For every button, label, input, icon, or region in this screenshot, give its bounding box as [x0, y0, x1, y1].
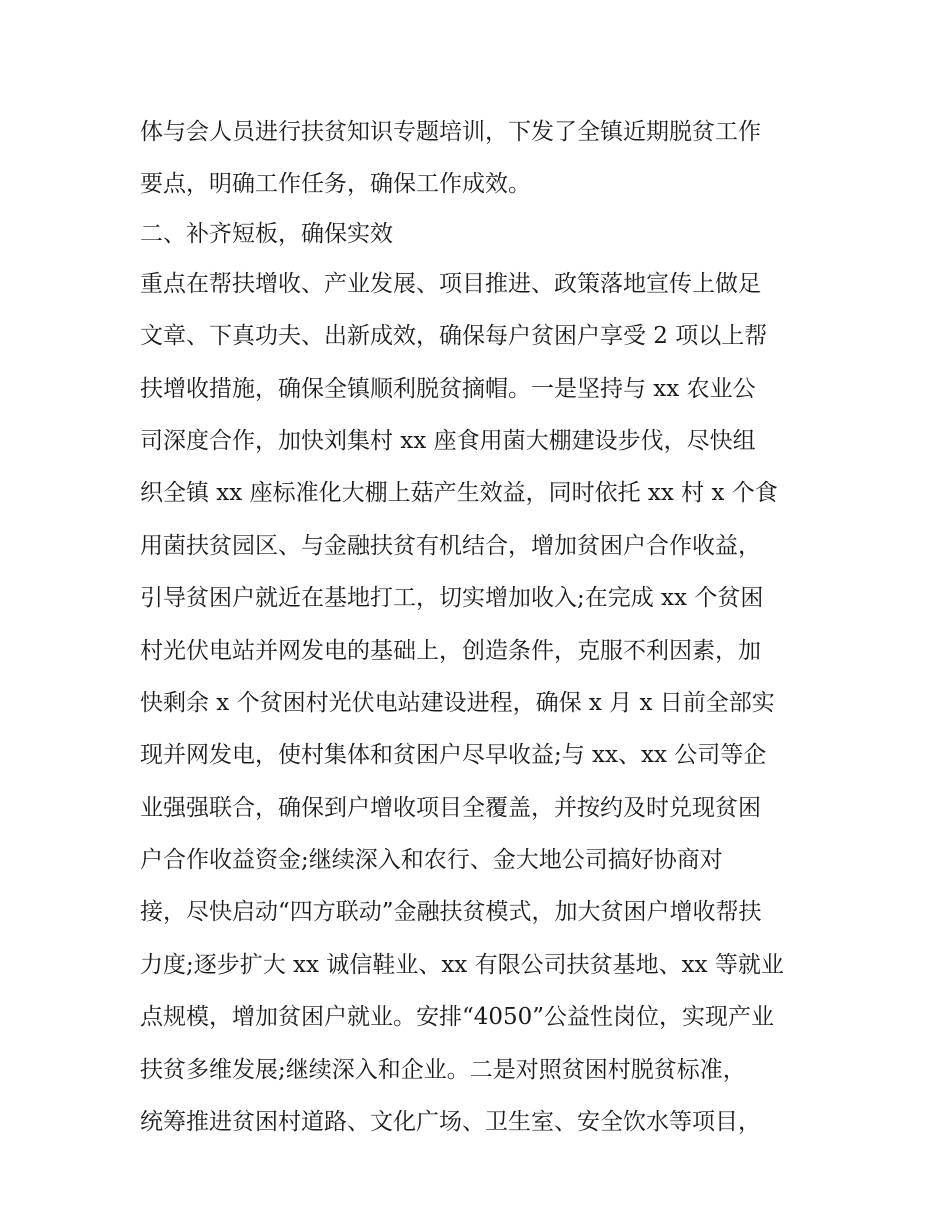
text-line: 户合作收益资金;继续深入和农行、金大地公司搞好协商对: [140, 847, 723, 874]
text-line: 引导贫困户就近在基地打工，切实增加收入;在完成 xx 个贫困: [140, 585, 764, 612]
text-line: 司深度合作，加快刘集村 xx 座食用菌大棚建设步伐，尽快组: [140, 427, 756, 454]
text-line: 重点在帮扶增收、产业发展、项目推进、政策落地宣传上做足: [140, 270, 761, 297]
text-line: 快剩余 x 个贫困村光伏电站建设进程，确保 x 月 x 日前全部实: [140, 689, 775, 716]
text-line: 力度;逐步扩大 xx 诚信鞋业、xx 有限公司扶贫基地、xx 等就业: [140, 951, 784, 978]
text-line: 文章、下真功夫、出新成效，确保每户贫困户享受 2 项以上帮: [140, 323, 768, 350]
section-heading: 二、补齐短板，确保实效: [140, 220, 393, 247]
text-line: 要点，明确工作任务，确保工作成效。: [140, 171, 531, 198]
text-line: 体与会人员进行扶贫知识专题培训，下发了全镇近期脱贫工作: [140, 119, 761, 145]
body-text: [140, 106, 820, 1148]
text-line: 点规模，增加贫困户就业。安排“4050”公益性岗位，实现产业: [140, 1004, 775, 1031]
text-line: 现并网发电，使村集体和贫困户尽早收益;与 xx、xx 公司等企: [140, 742, 767, 769]
text-line: 扶增收措施，确保全镇顺利脱贫摘帽。一是坚持与 xx 农业公: [140, 375, 756, 402]
text-line: 用菌扶贫园区、与金融扶贫有机结合，增加贫困户合作收益，: [140, 532, 761, 559]
text-line: 接，尽快启动“四方联动”金融扶贫模式，加大贫困户增收帮扶: [140, 899, 762, 926]
text-line: 统筹推进贫困村道路、文化广场、卫生室、安全饮水等项目，: [140, 1109, 761, 1136]
text-line: 村光伏电站并网发电的基础上，创造条件，克服不利因素，加: [140, 637, 761, 664]
text-line: 扶贫多维发展;继续深入和企业。二是对照贫困村脱贫标准，: [140, 1056, 746, 1083]
text-line: 业强强联合，确保到户增收项目全覆盖，并按约及时兑现贫困: [140, 794, 761, 821]
text-line: 织全镇 xx 座标准化大棚上菇产生效益，同时依托 xx 村 x 个食: [140, 480, 778, 507]
